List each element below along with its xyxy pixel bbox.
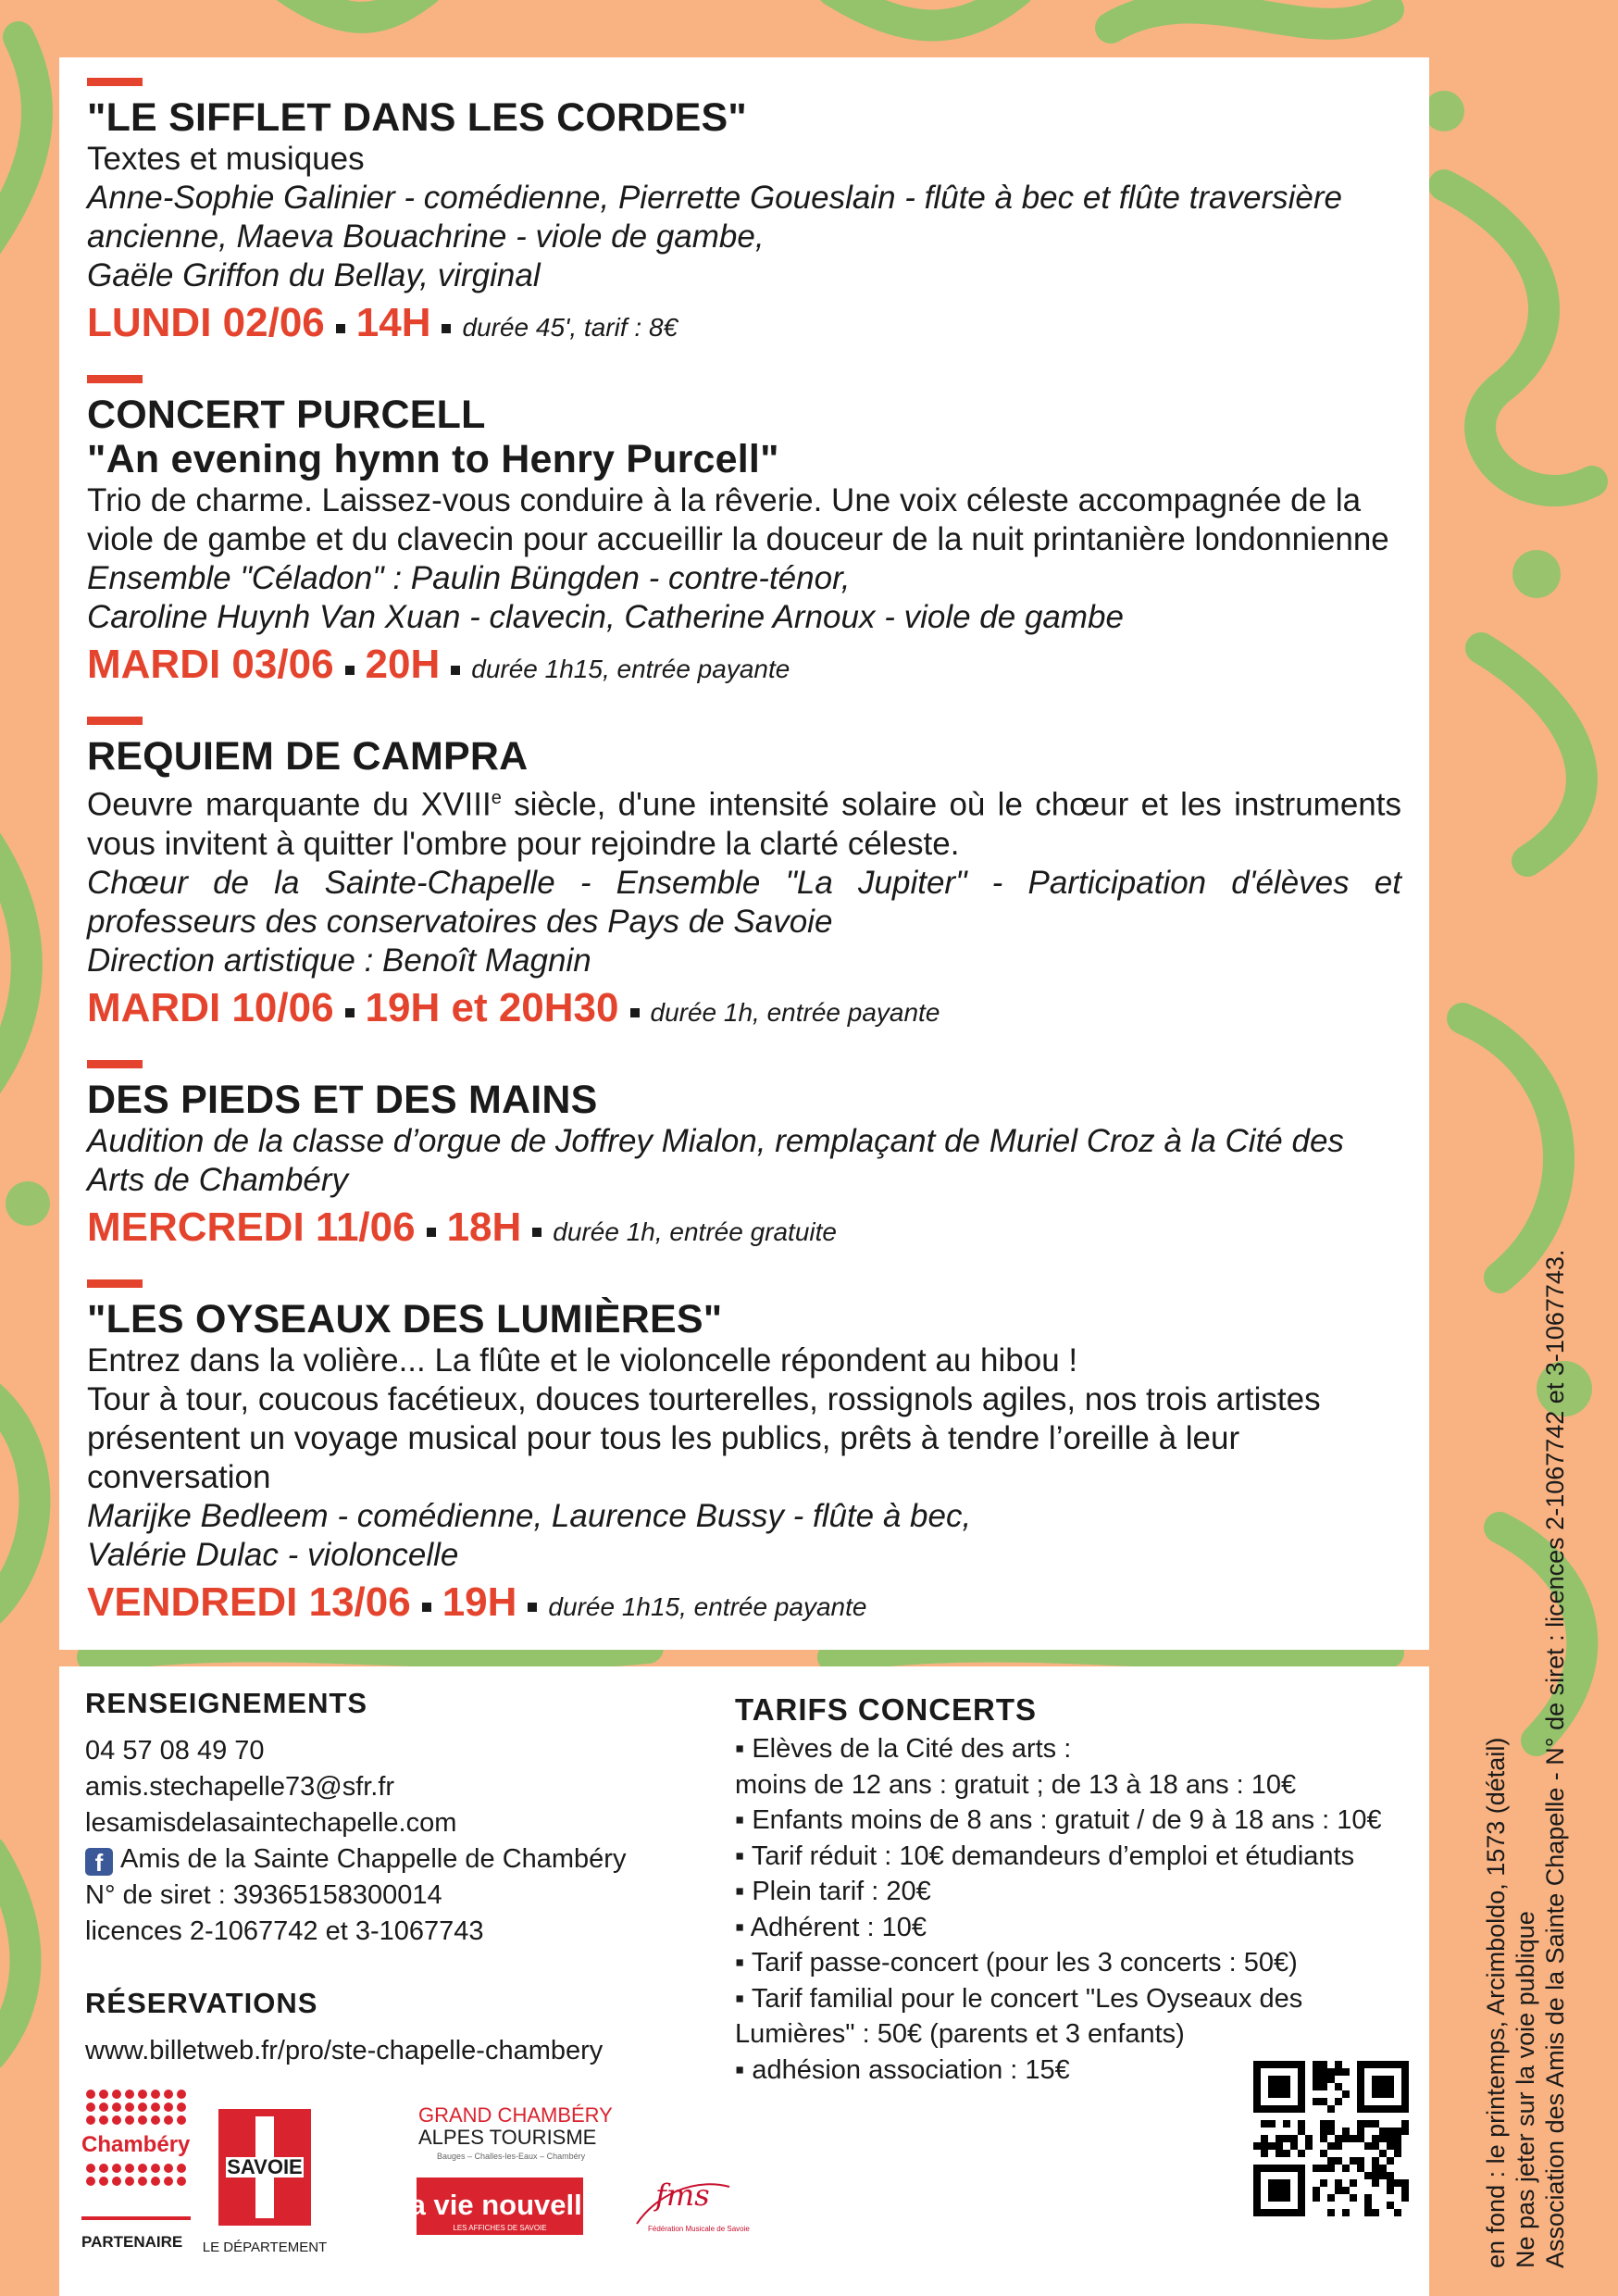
event-schedule	[87, 641, 1401, 698]
la-vie-nouvelle-logo	[402, 2177, 598, 2235]
event-info: durée 1h15, entrée payante	[548, 1591, 867, 1621]
event-day: LUNDI 02/06	[87, 300, 325, 345]
tarif-line: ▪ Tarif familial pour le concert "Les Oyseaux des	[735, 1983, 1303, 2014]
event-day: MERCREDI 11/06	[87, 1204, 416, 1250]
tarifs-heading: TARIFS CONCERTS	[735, 1692, 1038, 1727]
event-day: MARDI 03/06	[87, 642, 334, 687]
event-title: "LES OYSEAUX DES LUMIÈRES"	[87, 1296, 723, 1341]
event-description: Textes et musiques	[87, 141, 365, 177]
event-description: Tour à tour, coucous facétieux, douces tourterelles, rossignols agiles, nos trois artistes présentent un voyage musical pour tous les publics, prêts à tendre l’oreille à leur conversation	[87, 1380, 1321, 1495]
fms-logo	[637, 2177, 750, 2233]
event-time: 14H	[355, 300, 431, 345]
la-vie-nouvelle-subtitle: LES AFFICHES DE SAVOIE	[453, 2224, 547, 2232]
reservations-heading: RÉSERVATIONS	[85, 1987, 318, 2019]
event-day: MARDI 10/06	[87, 984, 334, 1030]
bullet-separator	[345, 666, 355, 675]
tarif-line: ▪ Tarif réduit : 10€ demandeurs d’emploi et étudiants	[735, 1841, 1355, 1871]
savoie-logo	[203, 2109, 327, 2255]
bullet-separator	[630, 1008, 640, 1017]
description-superscript: e	[491, 788, 502, 808]
tarif-line: ▪ Elèves de la Cité des arts :	[735, 1734, 1072, 1764]
event-block	[87, 375, 1401, 698]
bullet-separator	[451, 666, 460, 675]
event-block	[87, 78, 1401, 356]
event-schedule	[87, 1578, 1401, 1636]
siret-number: N° de siret : 39365158300014	[85, 1880, 442, 1910]
event-info: durée 1h15, entrée payante	[471, 655, 790, 683]
event-title: DES PIEDS ET DES MAINS	[87, 1077, 598, 1122]
event-performers: Direction artistique : Benoît Magnin	[87, 942, 591, 979]
grand-chambery-text: GRAND CHAMBÉRY	[418, 2103, 613, 2127]
event-performers: Valérie Dulac - violoncelle	[87, 1536, 459, 1573]
chambery-logo	[81, 2090, 191, 2251]
description-text: siècle, d'une intensité solaire où le chœur et les instruments vous invitent à quitter l'ombre pour rejoindre la clarté céleste.	[87, 786, 1401, 862]
event-time: 18H	[446, 1204, 522, 1250]
la-vie-nouvelle-text: la vie nouvelle	[402, 2189, 598, 2221]
event-performers: Ensemble "Céladon" : Paulin Büngden - contre-ténor,	[87, 560, 851, 596]
phone-number: 04 57 08 49 70	[85, 1736, 265, 1766]
event-description	[87, 779, 1401, 864]
event-info: durée 45', tarif : 8€	[462, 313, 678, 342]
savoie-subtitle: LE DÉPARTEMENT	[202, 2240, 328, 2255]
events-panel	[59, 57, 1429, 1650]
event-performers: Chœur de la Sainte-Chapelle - Ensemble "La Jupiter" - Participation d'élèves et professeurs des conservatoires des Pays de Savoie	[87, 864, 1401, 940]
event-title: "LE SIFFLET DANS LES CORDES"	[87, 95, 747, 140]
info-panel	[59, 1666, 1429, 2296]
partenaire-text: PARTENAIRE	[81, 2233, 183, 2251]
accent-dash	[87, 1279, 143, 1288]
event-title: "An evening hymn to Henry Purcell"	[87, 437, 779, 481]
grand-chambery-subtitle: Bauges – Challes-les-Eaux – Chambéry	[437, 2152, 586, 2161]
event-performers: Caroline Huynh Van Xuan - clavecin, Catherine Arnoux - viole de gambe	[87, 599, 1124, 635]
facebook-label: Amis de la Sainte Chappelle de Chambéry	[120, 1844, 627, 1874]
event-performers: Gaële Griffon du Bellay, virginal	[87, 257, 541, 293]
event-title: REQUIEM DE CAMPRA	[87, 734, 529, 779]
side-text-line-1: en fond : le printemps, Arcimboldo, 1573 (détail)	[1482, 1737, 1510, 2268]
event-performers: Anne-Sophie Galinier - comédienne, Pierrette Goueslain - flûte à bec et flûte traversière ancienne, Maeva Bouachrine - viole de gambe,	[87, 180, 1342, 255]
accent-dash	[87, 375, 143, 383]
tarifs-column	[735, 1692, 1401, 2088]
bullet-separator	[427, 1228, 436, 1237]
facebook-line[interactable]	[85, 1841, 770, 1878]
bullet-separator	[345, 1008, 355, 1017]
event-description: Trio de charme. Laissez-vous conduire à la rêverie. Une voix céleste accompagnée de la viole de gambe et du clavecin pour accueillir la douceur de la nuit printanière londonnienne	[87, 482, 1389, 557]
alpes-tourisme-text: ALPES TOURISME	[418, 2126, 597, 2149]
fms-text: fms	[655, 2177, 710, 2213]
event-schedule	[87, 299, 1401, 356]
tarifs-list	[735, 1731, 1401, 2088]
facebook-icon: f	[85, 1848, 113, 1876]
tarif-line: ▪ Adhérent : 10€	[735, 1912, 927, 1942]
event-title: CONCERT PURCELL	[87, 393, 486, 437]
bullet-separator	[442, 324, 451, 333]
event-info: durée 1h, entrée payante	[650, 997, 940, 1027]
description-text: Oeuvre marquante du XVIII	[87, 786, 492, 823]
accent-dash	[87, 78, 143, 86]
tarif-line: ▪ Tarif passe-concert (pour les 3 concerts : 50€)	[735, 1948, 1298, 1978]
qr-code[interactable]	[1253, 2061, 1409, 2216]
tarif-line: ▪ Plein tarif : 20€	[735, 1877, 931, 1906]
event-info: durée 1h, entrée gratuite	[553, 1217, 837, 1246]
tarif-line: Lumières" : 50€ (parents et 3 enfants)	[735, 2019, 1185, 2049]
tarif-line: moins de 12 ans : gratuit ; de 13 à 18 ans : 10€	[735, 1769, 1297, 1800]
event-performers: Audition de la classe d’orgue de Joffrey Mialon, remplaçant de Muriel Croz à la Cité des Arts de Chambéry	[87, 1122, 1344, 1198]
email-link[interactable]: amis.stechapelle73@sfr.fr	[85, 1772, 395, 1802]
bullet-separator	[528, 1603, 537, 1612]
tarif-line: ▪ Enfants moins de 8 ans : gratuit / de 9 à 18 ans : 10€	[735, 1805, 1382, 1835]
event-block	[87, 1060, 1401, 1261]
bullet-separator	[532, 1228, 541, 1237]
accent-dash	[87, 717, 143, 725]
event-block	[87, 1279, 1401, 1636]
contact-column	[85, 1687, 770, 2069]
event-time: 19H et 20H30	[365, 984, 619, 1030]
accent-dash	[87, 1060, 143, 1068]
event-day: VENDREDI 13/06	[87, 1578, 411, 1625]
event-schedule	[87, 1204, 1401, 1261]
event-description: Entrez dans la volière... La flûte et le violoncelle répondent au hibou !	[87, 1341, 1078, 1379]
renseignements-heading: RENSEIGNEMENTS	[85, 1687, 368, 1719]
event-performers: Marijke Bedleem - comédienne, Laurence Bussy - flûte à bec,	[87, 1497, 972, 1534]
event-schedule	[87, 984, 1401, 1042]
side-legal-text	[1481, 1250, 1570, 2268]
side-text-line-2: Ne pas jeter sur la voie publique	[1512, 1911, 1539, 2268]
licences-text: licences 2-1067742 et 3-1067743	[85, 1916, 484, 1946]
chambery-text: Chambéry	[81, 2132, 191, 2157]
savoie-text: SAVOIE	[227, 2155, 303, 2178]
website-link[interactable]: lesamisdelasaintechapelle.com	[85, 1808, 457, 1838]
partner-logos	[81, 2085, 785, 2261]
grand-chambery-logo	[418, 2103, 613, 2161]
bullet-separator	[422, 1603, 431, 1612]
event-time: 19H	[442, 1578, 517, 1625]
bullet-separator	[336, 324, 345, 333]
fms-subtitle: Fédération Musicale de Savoie	[648, 2225, 750, 2233]
event-time: 20H	[365, 642, 441, 687]
side-text-line-3: Association des Amis de la Sainte Chapelle - N° de siret : licences 2-1067742 et 3-1067743.	[1541, 1249, 1569, 2268]
event-block	[87, 717, 1401, 1042]
reservations-link[interactable]: www.billetweb.fr/pro/ste-chapelle-chambery	[85, 2036, 604, 2065]
tarif-line: ▪ adhésion association : 15€	[735, 2054, 1070, 2085]
